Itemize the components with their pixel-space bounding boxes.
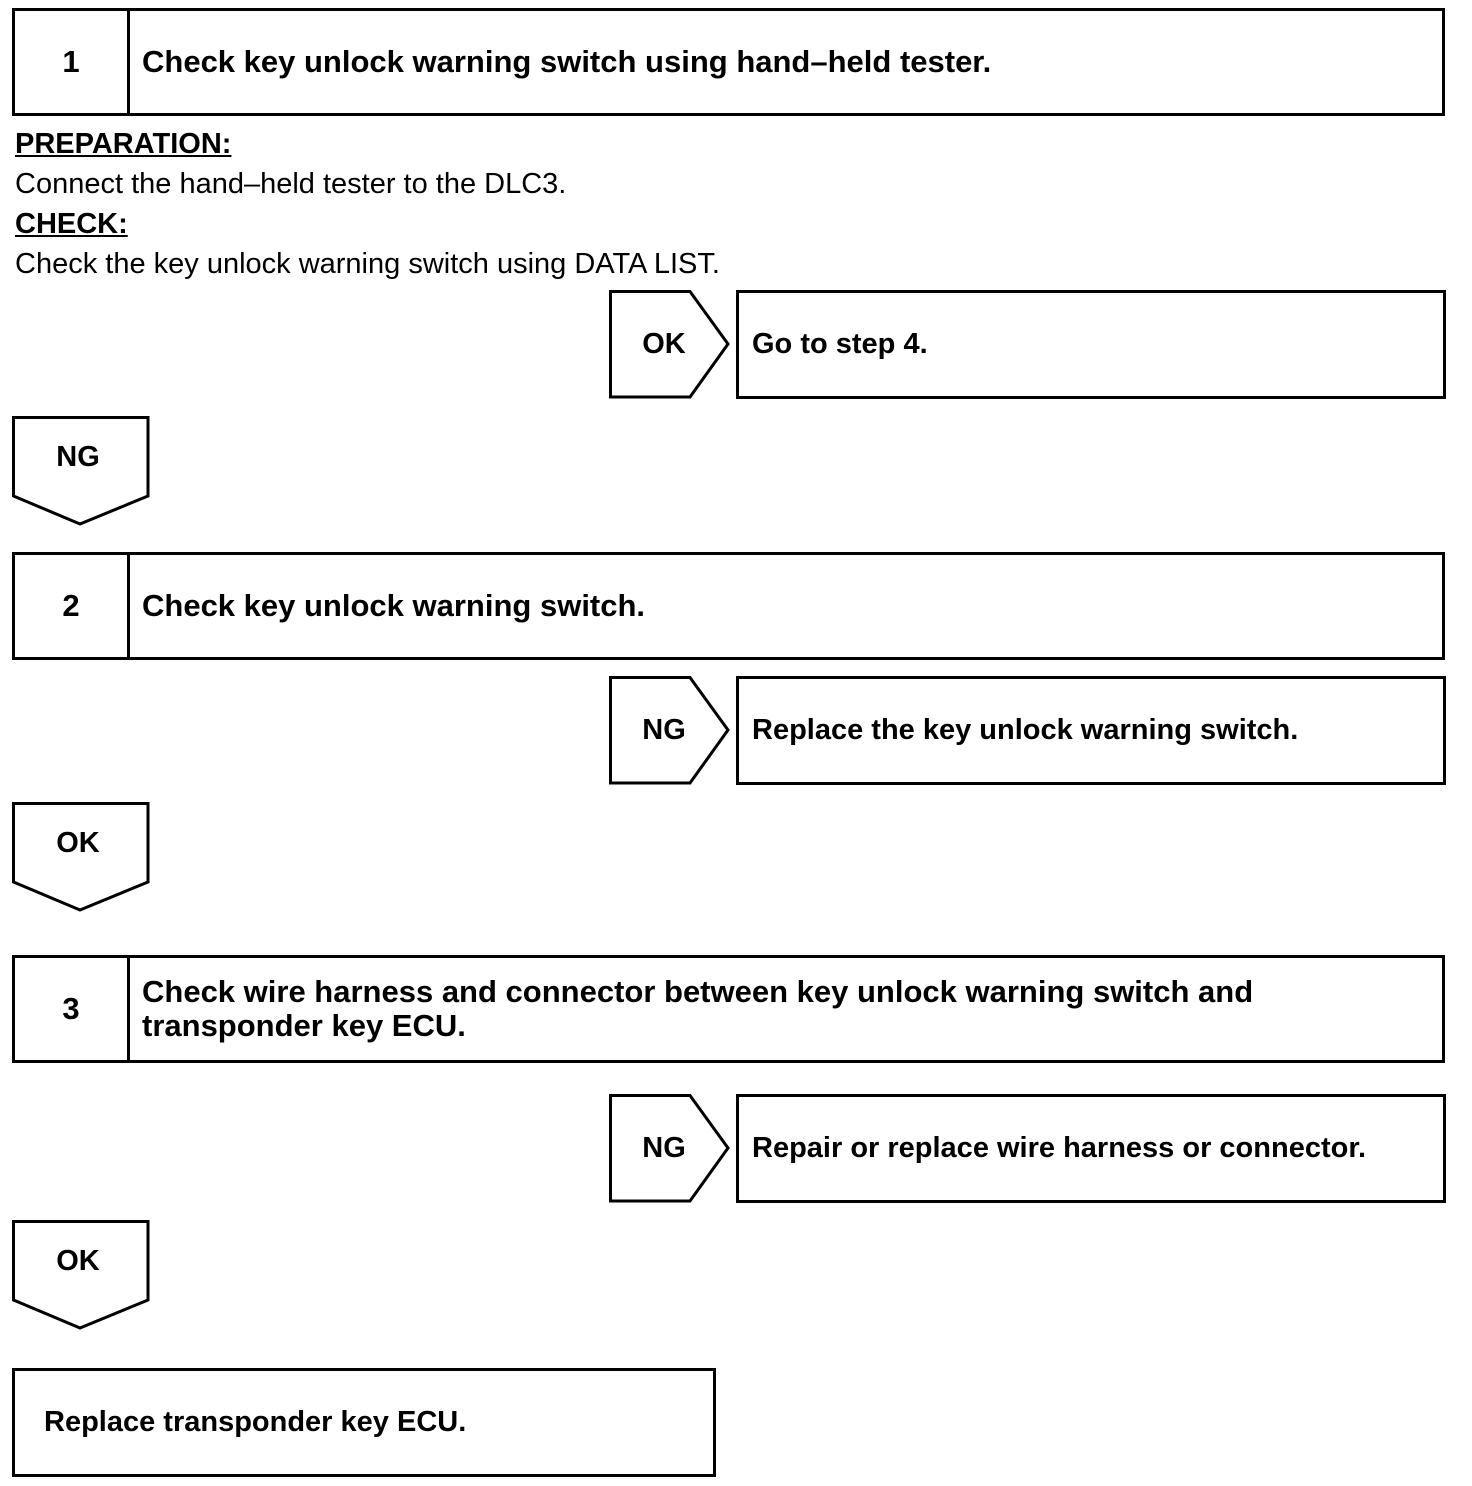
preparation-label: PREPARATION: — [15, 128, 232, 160]
branch-1-label: OK — [642, 327, 686, 360]
branch-3-label: NG — [642, 1131, 686, 1164]
branch-2-result: Replace the key unlock warning switch. — [736, 676, 1446, 785]
step-2-title: Check key unlock warning switch. — [142, 588, 646, 623]
step-3-number: 3 — [15, 958, 130, 1060]
step-1-title: Check key unlock warning switch using hand–held tester. — [142, 44, 992, 79]
step-3-title: Check wire harness and connector between key unlock warning switch and transponder key ECU. — [142, 974, 1254, 1043]
check-label: CHECK: — [15, 208, 128, 240]
step-1-box — [12, 8, 1445, 116]
step-3-box — [12, 955, 1445, 1063]
step-2-box — [12, 552, 1445, 660]
branch-2-label: NG — [642, 713, 686, 746]
branch-1-result: Go to step 4. — [736, 290, 1446, 399]
final-action-box: Replace transponder key ECU. — [12, 1368, 716, 1477]
preparation-text: Connect the hand–held tester to the DLC3. — [15, 168, 567, 200]
check-text: Check the key unlock warning switch using DATA LIST. — [15, 248, 720, 280]
down-arrow-1-label: NG — [56, 440, 100, 473]
step-1-number: 1 — [15, 11, 130, 113]
down-arrow-2-label: OK — [56, 826, 100, 859]
branch-3-result: Repair or replace wire harness or connector. — [736, 1094, 1446, 1203]
down-arrow-3-label: OK — [56, 1244, 100, 1277]
step-2-number: 2 — [15, 555, 130, 657]
